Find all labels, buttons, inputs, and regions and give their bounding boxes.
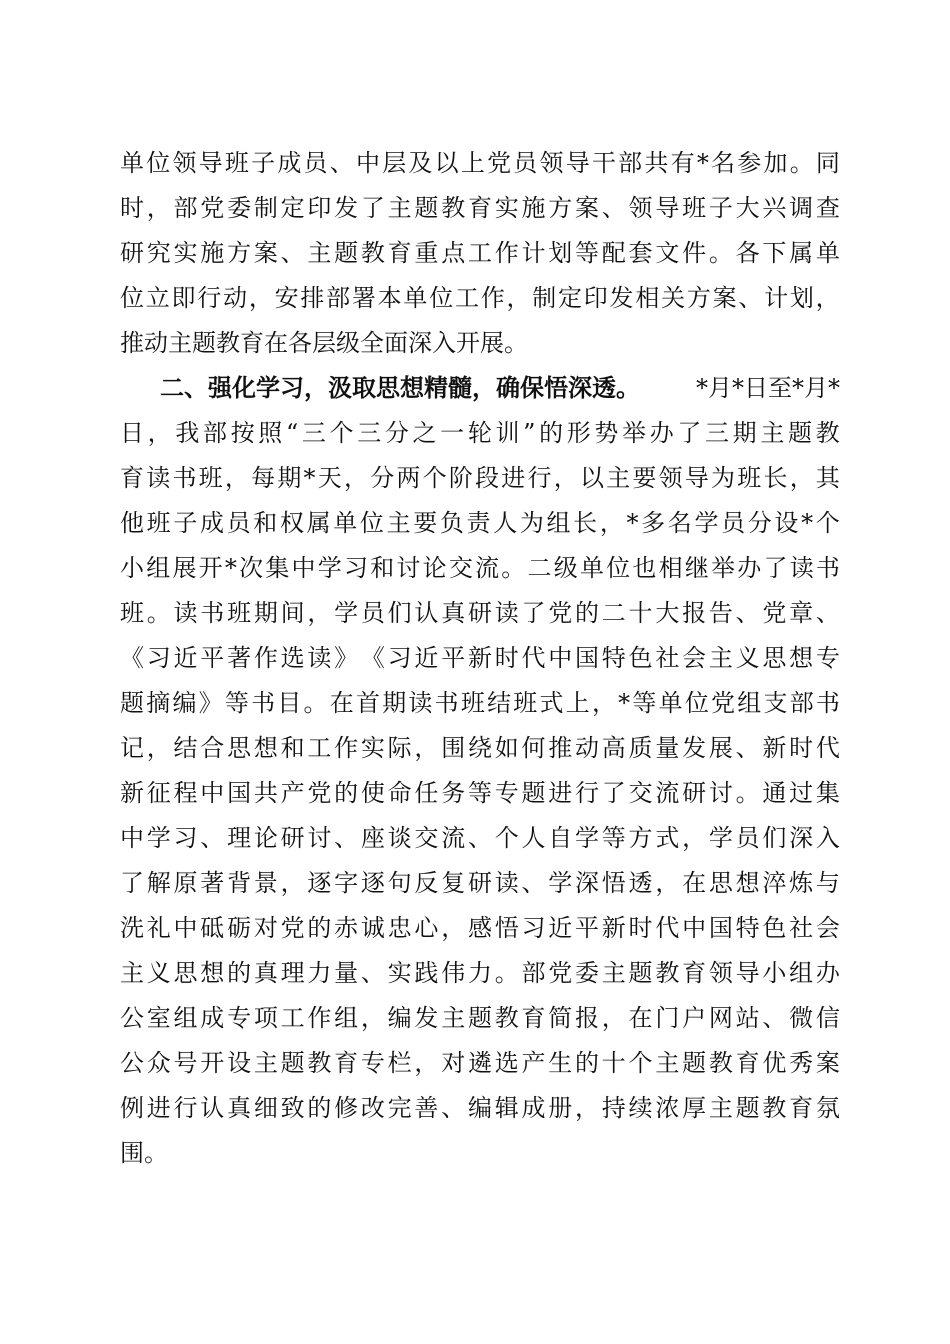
body-text	[120, 141, 840, 1176]
paragraph-line: 日 ， 我 部 按 照 “ 三 个 三 分 之 一 轮 训 ” 的 形 势 举 办 了 三 期 主 题 教	[120, 419, 840, 447]
paragraph-line: 他 班 子 成 员 和 权 属 单 位 主 要 负 责 人 为 组 长 ， * 多 名 学 员 分 设 * 个	[120, 509, 840, 537]
paragraph-line: 主 义 思 想 的 真 理 力 量 、 实 践 伟 力 。 部 党 委 主 题 教 育 领 导 小 组 办	[120, 959, 840, 987]
paragraph-line: 洗 礼 中 砥 砺 对 党 的 赤 诚 忠 心 ， 感 悟 习 近 平 新 时 代 中 国 特 色 社 会	[120, 914, 840, 942]
paragraph-line: 位 立 即 行 动 ， 安 排 部 署 本 单 位 工 作 ， 制 定 印 发 相 关 方 案 、 计 划 ，	[120, 284, 840, 312]
paragraph-line: 育 读 书 班 ， 每 期 * 天 ， 分 两 个 阶 段 进 行 ， 以 主 要 领 导 为 班 长 ， 其	[120, 464, 840, 492]
paragraph-line: 围。	[120, 1139, 168, 1167]
paragraph-line: 小 组 展 开 * 次 集 中 学 习 和 讨 论 交 流 。 二 级 单 位 也 相 继 举 办 了 读 书	[120, 554, 840, 582]
paragraph-line: 中 学 习 、 理 论 研 讨 、 座 谈 交 流 、 个 人 自 学 等 方 式 ， 学 员 们 深 入	[120, 824, 840, 852]
paragraph-line: 了 解 原 著 背 景 ， 逐 字 逐 句 反 复 研 读 、 学 深 悟 透 ， 在 思 想 淬 炼 与	[120, 869, 840, 897]
paragraph-line: 班 。 读 书 班 期 间 ， 学 员 们 认 真 研 读 了 党 的 二 十 大 报 告 、 党 章 、	[120, 599, 840, 627]
paragraph-line: 公 众 号 开 设 主 题 教 育 专 栏 ， 对 遴 选 产 生 的 十 个 主 题 教 育 优 秀 案	[120, 1049, 840, 1077]
paragraph-line: 题 摘 编 》 等 书 目 。 在 首 期 读 书 班 结 班 式 上 ， * 等 单 位 党 组 支 部 书	[120, 689, 840, 717]
paragraph-line: 公 室 组 成 专 项 工 作 组 ， 编 发 主 题 教 育 简 报 ， 在 门 户 网 站 、 微 信	[120, 1004, 840, 1032]
paragraph-line: 记 ， 结 合 思 想 和 工 作 实 际 ， 围 绕 如 何 推 动 高 质 量 发 展 、 新 时 代	[120, 734, 840, 762]
paragraph-line: 新 征 程 中 国 共 产 党 的 使 命 任 务 等 专 题 进 行 了 交 流 研 讨 。 通 过 集	[120, 779, 840, 807]
section-heading-line	[120, 366, 840, 411]
heading-line-rest: *月*日至*月*	[696, 374, 840, 402]
paragraph-line: 时 ， 部 党 委 制 定 印 发 了 主 题 教 育 实 施 方 案 、 领 导 班 子 大 兴 调 查	[120, 194, 840, 222]
section-heading: 二、强化学习，汲取思想精髓，确保悟深透。	[160, 374, 640, 402]
paragraph-line: 《 习 近 平 著 作 选 读 》 《 习 近 平 新 时 代 中 国 特 色 社 会 主 义 思 想 专	[120, 644, 840, 672]
paragraph-line: 单 位 领 导 班 子 成 员 、 中 层 及 以 上 党 员 领 导 干 部 共 有 * 名 参 加 。 同	[120, 149, 840, 177]
paragraph-line: 推动主题教育在各层级全面深入开展。	[120, 329, 528, 357]
paragraph-line: 例 进 行 认 真 细 致 的 修 改 完 善 、 编 辑 成 册 ， 持 续 浓 厚 主 题 教 育 氛	[120, 1094, 840, 1122]
paragraph-line: 研 究 实 施 方 案 、 主 题 教 育 重 点 工 作 计 划 等 配 套 文 件 。 各 下 属 单	[120, 239, 840, 267]
